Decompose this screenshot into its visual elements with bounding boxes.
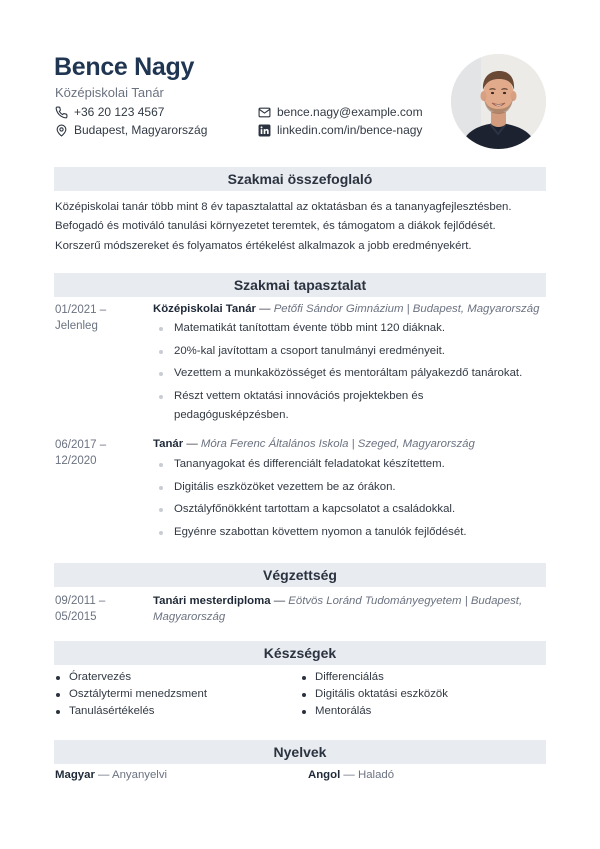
language-name: Angol xyxy=(308,769,341,781)
job-date xyxy=(55,302,106,334)
linkedin-text[interactable]: linkedin.com/in/bence-nagy xyxy=(277,123,423,137)
language-separator: — xyxy=(94,769,112,781)
job-bullet: Digitális eszközöket vezettem be az órákon. xyxy=(153,478,533,497)
education-date xyxy=(55,593,105,625)
contact-email[interactable] xyxy=(258,105,423,119)
section-title-education: Végzettség xyxy=(54,563,546,587)
location-text: Budapest, Magyarország xyxy=(74,123,208,137)
job-bullets xyxy=(153,455,533,542)
job-header xyxy=(153,303,539,315)
job-date-start: 01/2021 – xyxy=(55,304,107,316)
email-text[interactable]: bence.nagy@example.com xyxy=(277,105,423,119)
skill-item: Osztálytermi menedzsment xyxy=(55,686,207,703)
contact-location xyxy=(55,123,207,137)
skill-item: Óratervezés xyxy=(55,669,207,686)
skill-item: Tanulásértékelés xyxy=(55,703,207,720)
job-bullet: Tananyagokat és differenciált feladatokat készítettem. xyxy=(153,455,533,474)
job-date-end: 12/2020 xyxy=(55,455,97,467)
job-date-start: 06/2017 – xyxy=(55,439,107,451)
job-separator: — xyxy=(183,438,201,450)
job-employer: Petőfi Sándor Gimnázium | Budapest, Magyarország xyxy=(273,303,540,315)
job-position: Tanár xyxy=(153,438,184,450)
section-title-languages: Nyelvek xyxy=(54,740,546,764)
summary-line: Befogadó és motiváló tanulási környezetet teremtek, és támogatom a diákok fejlődését. xyxy=(55,220,496,233)
job-bullets xyxy=(153,319,533,425)
language-level: Anyanyelvi xyxy=(111,769,168,781)
contact-linkedin[interactable] xyxy=(258,123,422,137)
section-title-experience: Szakmai tapasztalat xyxy=(54,273,546,297)
phone-icon xyxy=(55,106,68,119)
profile-photo xyxy=(451,54,546,149)
job-employer: Móra Ferenc Általános Iskola | Szeged, Magyarország xyxy=(200,438,475,450)
job-date-end: Jelenleg xyxy=(55,320,98,332)
education-school: Eötvös Loránd Tudományegyetem | Budapest, Magyarország xyxy=(153,595,523,623)
skills-list-right xyxy=(301,669,448,720)
section-title-skills: Készségek xyxy=(54,641,546,665)
skill-item: Digitális oktatási eszközök xyxy=(301,686,448,703)
section-title-summary: Szakmai összefoglaló xyxy=(54,167,546,191)
language-separator: — xyxy=(340,769,358,781)
education-degree: Tanári mesterdiploma xyxy=(153,595,271,607)
job-bullet: Részt vettem oktatási innovációs projektekben és pedagógusképzésben. xyxy=(153,387,533,425)
job-position: Középiskolai Tanár xyxy=(153,303,256,315)
language-name: Magyar xyxy=(55,769,95,781)
job-header xyxy=(153,438,475,450)
summary-text xyxy=(55,198,550,256)
job-separator: — xyxy=(255,303,274,315)
job-bullet: Matematikát tanítottam évente több mint 120 diáknak. xyxy=(153,319,533,338)
envelope-icon xyxy=(258,106,271,119)
map-pin-icon xyxy=(55,124,68,137)
phone-text: +36 20 123 4567 xyxy=(74,105,165,119)
skill-item: Mentorálás xyxy=(301,703,448,720)
education-date-end: 05/2015 xyxy=(55,611,97,623)
language-item xyxy=(55,769,167,781)
contact-phone xyxy=(55,105,164,119)
job-bullet: Osztályfőnökként tartottam a kapcsolatot a családokkal. xyxy=(153,500,533,519)
candidate-role: Középiskolai Tanár xyxy=(55,85,164,100)
linkedin-icon xyxy=(258,124,271,137)
job-bullet: 20%-kal javítottam a csoport tanulmányi eredményeit. xyxy=(153,342,533,361)
job-bullet: Vezettem a munkaközösséget és mentoráltam pályakezdő tanárokat. xyxy=(153,364,533,383)
job-date xyxy=(55,437,106,469)
summary-line: Korszerű módszereket és folyamatos értékelést alkalmazok a jobb eredményekért. xyxy=(55,239,472,252)
education-date-start: 09/2011 – xyxy=(55,595,106,607)
education-entry xyxy=(153,593,538,625)
skills-list-left xyxy=(55,669,207,720)
language-level: Haladó xyxy=(358,769,395,781)
education-separator: — xyxy=(270,595,289,607)
summary-line: Középiskolai tanár több mint 8 év tapasztalattal az oktatásban és a tananyagfejlesztésben. xyxy=(55,201,512,213)
language-item xyxy=(308,769,394,781)
job-bullet: Egyénre szabottan követtem nyomon a tanulók fejlődését. xyxy=(153,523,533,542)
candidate-name: Bence Nagy xyxy=(54,53,195,81)
skill-item: Differenciálás xyxy=(301,669,448,686)
